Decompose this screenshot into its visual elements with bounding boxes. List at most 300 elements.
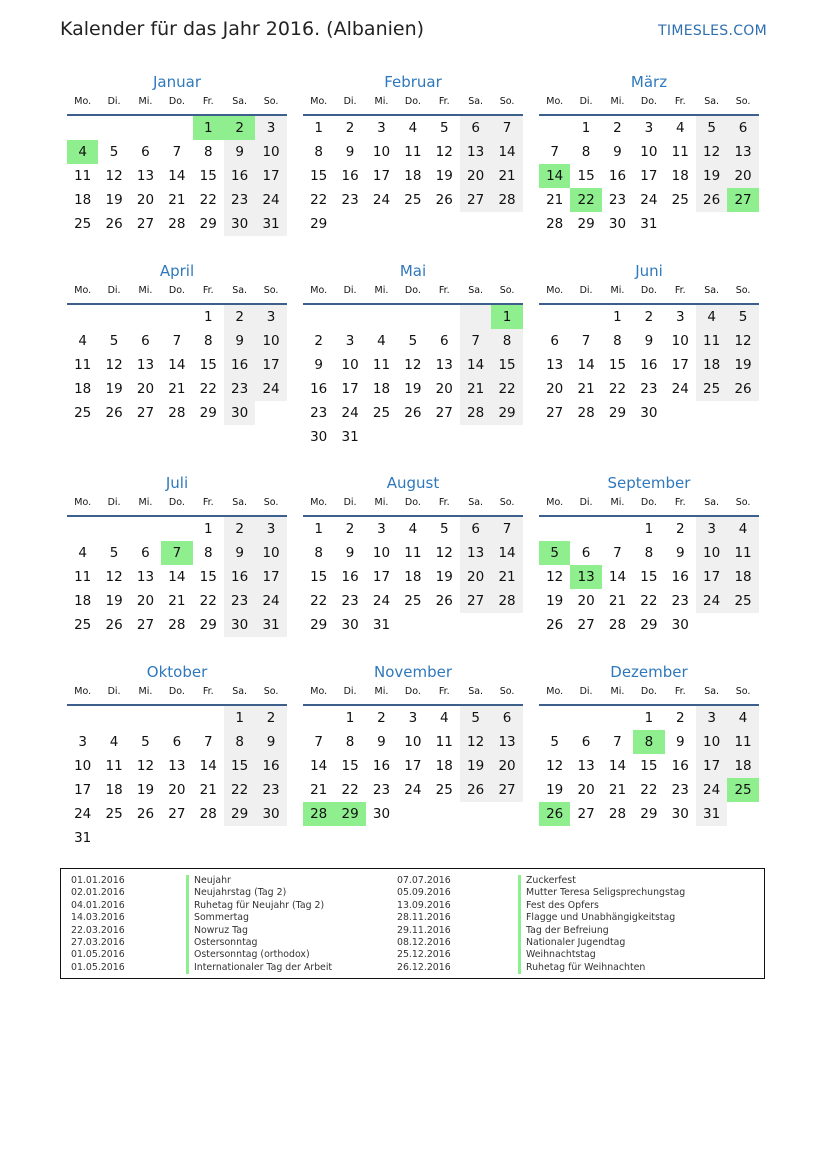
weekday-header <box>67 285 287 301</box>
weekday-label: Mo. <box>310 96 328 107</box>
holiday-day-cell: 25 <box>727 778 758 802</box>
week-row <box>303 329 523 353</box>
day-cell: 16 <box>372 758 391 774</box>
week-row <box>303 188 523 212</box>
holiday-day-cell: 4 <box>67 140 98 164</box>
day-cell: 1 <box>644 521 654 537</box>
day-cell: 3 <box>345 333 355 349</box>
day-cell: 28 <box>491 188 522 212</box>
day-cell: 16 <box>341 569 359 585</box>
day-cell: 30 <box>671 617 689 633</box>
day-cell: 22 <box>199 593 217 609</box>
day-cell: 15 <box>640 569 658 585</box>
empty-cell <box>460 212 491 236</box>
day-cell: 7 <box>314 734 323 750</box>
weekday-label: So. <box>263 686 279 697</box>
day-cell: 5 <box>109 144 119 160</box>
month-title: Januar <box>153 73 201 91</box>
day-cell: 24 <box>255 188 286 212</box>
legend-holiday-name: Ruhetag für Neujahr (Tag 2) <box>186 900 332 912</box>
empty-cell <box>696 212 727 236</box>
day-cell: 22 <box>224 778 255 802</box>
weekday-label: Fr. <box>438 686 450 697</box>
legend-holiday-name: Neujahr <box>186 875 332 887</box>
day-cell: 6 <box>460 116 491 140</box>
day-cell: 17 <box>372 569 391 585</box>
day-cell: 18 <box>74 192 92 208</box>
week-row <box>303 140 523 164</box>
holiday-day-cell: 2 <box>224 116 255 140</box>
month-title: Dezember <box>610 663 688 681</box>
week-row <box>303 754 523 778</box>
day-cell: 6 <box>141 144 150 160</box>
weekday-header <box>67 96 287 112</box>
week-row <box>67 401 287 425</box>
empty-cell <box>161 826 192 850</box>
week-row <box>67 188 287 212</box>
day-cell: 12 <box>435 144 453 160</box>
day-cell: 10 <box>696 730 727 754</box>
day-cell: 29 <box>199 405 217 421</box>
empty-cell <box>67 116 98 140</box>
day-cell: 2 <box>345 120 355 136</box>
weekday-label: Mo. <box>546 497 564 508</box>
day-cell: 8 <box>203 545 213 561</box>
day-cell: 22 <box>341 782 359 798</box>
day-cell: 9 <box>675 545 685 561</box>
day-cell: 23 <box>224 589 255 613</box>
day-cell: 20 <box>577 593 595 609</box>
day-cell: 28 <box>608 617 627 633</box>
day-cell: 13 <box>577 758 595 774</box>
weekday-label: Mi. <box>374 285 389 296</box>
day-cell: 14 <box>168 168 186 184</box>
day-cell: 23 <box>255 778 286 802</box>
empty-cell <box>98 706 129 730</box>
weekday-label: Sa. <box>704 285 720 296</box>
day-cell: 25 <box>671 192 689 208</box>
day-cell: 2 <box>644 309 654 325</box>
day-cell: 9 <box>345 144 355 160</box>
day-cell: 24 <box>372 192 391 208</box>
holiday-day-cell: 13 <box>570 565 601 589</box>
day-cell: 12 <box>546 569 564 585</box>
day-cell: 18 <box>74 381 92 397</box>
legend-date: 26.12.2016 <box>397 961 451 973</box>
day-cell: 20 <box>546 381 564 397</box>
week-row <box>539 754 759 778</box>
day-cell: 11 <box>696 329 727 353</box>
day-cell: 11 <box>727 541 758 565</box>
empty-cell <box>397 613 428 637</box>
day-cell: 14 <box>491 140 522 164</box>
empty-cell <box>98 305 129 329</box>
weekday-label: Sa. <box>704 497 720 508</box>
empty-cell <box>397 212 428 236</box>
day-cell: 24 <box>640 192 658 208</box>
week-row <box>67 329 287 353</box>
empty-cell <box>255 826 286 850</box>
legend-dates-left <box>71 875 125 974</box>
weekday-label: Di. <box>579 96 593 107</box>
day-cell: 29 <box>640 617 658 633</box>
day-cell: 12 <box>696 140 727 164</box>
day-cell: 28 <box>199 806 217 822</box>
day-cell: 5 <box>109 333 119 349</box>
weekday-label: Do. <box>640 686 657 697</box>
day-cell: 15 <box>640 758 658 774</box>
day-cell: 9 <box>224 541 255 565</box>
day-cell: 25 <box>727 589 758 613</box>
day-cell: 22 <box>491 377 522 401</box>
day-cell: 20 <box>491 754 522 778</box>
holiday-day-cell: 26 <box>539 802 570 826</box>
empty-cell <box>366 425 397 449</box>
week-row <box>67 541 287 565</box>
day-cell: 9 <box>255 730 286 754</box>
month-block <box>539 261 759 425</box>
day-cell: 5 <box>141 734 150 750</box>
day-cell: 24 <box>696 778 727 802</box>
holiday-day-cell: 8 <box>633 730 664 754</box>
empty-cell <box>696 613 727 637</box>
day-cell: 4 <box>408 521 418 537</box>
weekday-label: Mi. <box>610 686 625 697</box>
day-cell: 16 <box>608 168 627 184</box>
day-cell: 30 <box>341 617 359 633</box>
day-cell: 20 <box>136 593 155 609</box>
week-row <box>303 517 523 541</box>
legend-date: 01.01.2016 <box>71 875 125 886</box>
day-cell: 15 <box>199 168 217 184</box>
weekday-label: Fr. <box>202 497 214 508</box>
day-cell: 24 <box>372 593 391 609</box>
weekday-header <box>67 497 287 513</box>
day-cell: 2 <box>255 706 286 730</box>
legend-holiday-name: Ostersonntag <box>186 937 332 949</box>
day-cell: 7 <box>550 144 559 160</box>
empty-cell <box>98 826 129 850</box>
day-cell: 2 <box>224 305 255 329</box>
day-cell: 19 <box>546 593 564 609</box>
month-block <box>67 662 287 850</box>
empty-cell <box>130 305 161 329</box>
day-cell: 31 <box>255 613 286 637</box>
legend-date: 28.11.2016 <box>397 912 451 924</box>
day-cell: 2 <box>675 521 685 537</box>
day-cell: 14 <box>608 569 627 585</box>
day-cell: 3 <box>78 734 87 750</box>
empty-cell <box>334 305 365 329</box>
day-cell: 8 <box>644 545 654 561</box>
weekday-label: Di. <box>343 96 357 107</box>
day-cell: 2 <box>613 120 622 136</box>
day-cell: 3 <box>696 706 727 730</box>
empty-cell <box>491 802 522 826</box>
day-cell: 19 <box>435 569 453 585</box>
week-row <box>539 706 759 730</box>
day-cell: 1 <box>581 120 591 136</box>
week-row <box>539 565 759 589</box>
week-row <box>303 730 523 754</box>
day-cell: 2 <box>345 521 355 537</box>
day-cell: 26 <box>727 377 758 401</box>
day-cell: 29 <box>491 401 522 425</box>
day-cell: 14 <box>460 353 491 377</box>
day-cell: 31 <box>341 429 359 445</box>
day-cell: 9 <box>675 734 685 750</box>
day-cell: 21 <box>608 593 627 609</box>
day-cell: 3 <box>675 309 685 325</box>
day-cell: 11 <box>105 758 123 774</box>
day-cell: 21 <box>310 782 328 798</box>
weekday-label: Fr. <box>674 497 686 508</box>
day-cell: 6 <box>491 706 522 730</box>
day-cell: 22 <box>199 381 217 397</box>
day-cell: 4 <box>78 545 87 561</box>
day-cell: 27 <box>577 617 595 633</box>
weekday-header <box>303 285 523 301</box>
day-cell: 20 <box>577 782 595 798</box>
day-cell: 5 <box>727 305 758 329</box>
week-row <box>303 541 523 565</box>
week-row <box>303 589 523 613</box>
day-cell: 22 <box>310 192 328 208</box>
day-cell: 20 <box>435 381 453 397</box>
day-cell: 2 <box>675 710 685 726</box>
empty-cell <box>397 425 428 449</box>
weekday-label: Do. <box>640 96 657 107</box>
week-row <box>539 541 759 565</box>
weekday-label: Mi. <box>374 96 389 107</box>
legend-date: 04.01.2016 <box>71 899 125 911</box>
empty-cell <box>460 613 491 637</box>
day-cell: 21 <box>608 782 627 798</box>
day-cell: 15 <box>491 353 522 377</box>
day-cell: 21 <box>199 782 217 798</box>
day-cell: 8 <box>581 144 591 160</box>
day-cell: 10 <box>696 541 727 565</box>
month-block <box>67 72 287 236</box>
weekday-header <box>539 686 759 702</box>
day-cell: 15 <box>577 168 595 184</box>
day-cell: 12 <box>546 758 564 774</box>
day-cell: 23 <box>310 405 328 421</box>
month-title: November <box>373 663 453 681</box>
day-cell: 10 <box>671 333 689 349</box>
week-row <box>539 140 759 164</box>
weekday-label: So. <box>263 285 279 296</box>
day-cell: 7 <box>491 116 522 140</box>
legend-holiday-name: Ruhetag für Weihnachten <box>518 962 685 974</box>
day-cell: 28 <box>577 405 595 421</box>
empty-cell <box>255 401 286 425</box>
weekday-label: So. <box>735 285 751 296</box>
month-title: April <box>159 262 195 280</box>
legend-holiday-name: Weihnachtstag <box>518 949 685 961</box>
empty-cell <box>67 305 98 329</box>
empty-cell <box>397 802 428 826</box>
empty-cell <box>429 305 460 329</box>
empty-cell <box>491 425 522 449</box>
day-cell: 17 <box>255 164 286 188</box>
day-cell: 6 <box>581 734 591 750</box>
day-cell: 13 <box>727 140 758 164</box>
month-block <box>539 662 759 826</box>
weekday-header <box>539 285 759 301</box>
week-row <box>67 164 287 188</box>
weekday-label: Fr. <box>202 686 214 697</box>
day-cell: 20 <box>136 192 155 208</box>
day-cell: 11 <box>671 144 689 160</box>
week-row <box>303 613 523 637</box>
day-cell: 23 <box>671 782 689 798</box>
empty-cell <box>334 212 365 236</box>
day-cell: 6 <box>141 545 150 561</box>
weekday-label: Mo. <box>546 285 564 296</box>
day-cell: 19 <box>105 381 123 397</box>
day-cell: 20 <box>136 381 155 397</box>
day-cell: 10 <box>372 144 391 160</box>
weekday-label: Mo. <box>74 686 92 697</box>
week-row <box>67 613 287 637</box>
day-cell: 30 <box>671 806 689 822</box>
day-cell: 27 <box>168 806 186 822</box>
week-row <box>303 401 523 425</box>
weekday-label: Di. <box>579 285 593 296</box>
day-cell: 6 <box>141 333 150 349</box>
day-cell: 17 <box>372 168 391 184</box>
week-row <box>67 565 287 589</box>
week-row <box>539 164 759 188</box>
week-row <box>67 826 287 850</box>
legend-date: 01.05.2016 <box>71 961 125 973</box>
weekday-label: Fr. <box>438 497 450 508</box>
day-cell: 27 <box>136 617 155 633</box>
day-cell: 3 <box>644 120 654 136</box>
brand-link[interactable]: TIMESLES.COM <box>658 23 767 39</box>
weekday-label: Fr. <box>202 96 214 107</box>
legend-date: 02.01.2016 <box>71 887 125 899</box>
day-cell: 6 <box>172 734 182 750</box>
holiday-day-cell: 28 <box>303 802 334 826</box>
day-cell: 22 <box>640 782 658 798</box>
day-cell: 25 <box>372 405 391 421</box>
empty-cell <box>366 212 397 236</box>
day-cell: 18 <box>404 569 422 585</box>
empty-cell <box>696 401 727 425</box>
day-cell: 9 <box>377 734 386 750</box>
day-cell: 9 <box>224 329 255 353</box>
month-block <box>303 473 523 637</box>
day-cell: 29 <box>608 405 627 421</box>
day-cell: 20 <box>168 782 186 798</box>
empty-cell <box>602 706 633 730</box>
day-cell: 6 <box>460 517 491 541</box>
empty-cell <box>570 706 601 730</box>
empty-cell <box>193 706 224 730</box>
empty-cell <box>727 802 758 826</box>
day-cell: 11 <box>74 569 92 585</box>
empty-cell <box>429 425 460 449</box>
empty-cell <box>665 401 696 425</box>
week-row <box>303 212 523 236</box>
day-cell: 3 <box>255 305 286 329</box>
weekday-label: So. <box>499 686 515 697</box>
day-cell: 8 <box>203 144 213 160</box>
day-cell: 31 <box>74 830 92 846</box>
day-cell: 19 <box>727 353 758 377</box>
empty-cell <box>539 706 570 730</box>
day-cell: 13 <box>168 758 186 774</box>
weekday-header <box>303 497 523 513</box>
empty-cell <box>130 706 161 730</box>
month-block <box>303 72 523 236</box>
week-row <box>303 116 523 140</box>
weekday-label: Sa. <box>704 96 720 107</box>
weekday-label: Di. <box>107 96 121 107</box>
day-cell: 19 <box>435 168 453 184</box>
day-cell: 3 <box>377 120 386 136</box>
day-cell: 6 <box>727 116 758 140</box>
day-cell: 19 <box>404 381 422 397</box>
day-cell: 26 <box>546 617 564 633</box>
day-cell: 29 <box>199 617 217 633</box>
day-cell: 6 <box>439 333 449 349</box>
day-cell: 30 <box>640 405 658 421</box>
day-cell: 25 <box>105 806 123 822</box>
weekday-label: Mi. <box>610 497 625 508</box>
week-row <box>539 613 759 637</box>
empty-cell <box>570 517 601 541</box>
day-cell: 20 <box>460 164 491 188</box>
day-cell: 3 <box>377 521 386 537</box>
week-row <box>539 778 759 802</box>
empty-cell <box>161 116 192 140</box>
day-cell: 27 <box>136 405 155 421</box>
day-cell: 25 <box>74 617 92 633</box>
day-cell: 4 <box>78 333 87 349</box>
day-cell: 12 <box>460 730 491 754</box>
legend-holiday-name: Zuckerfest <box>518 875 685 887</box>
day-cell: 27 <box>460 188 491 212</box>
day-cell: 5 <box>439 120 449 136</box>
empty-cell <box>303 305 334 329</box>
weekday-label: Sa. <box>232 497 248 508</box>
weekday-label: Do. <box>404 497 421 508</box>
day-cell: 24 <box>404 782 422 798</box>
page-title: Kalender für das Jahr 2016. (Albanien) <box>60 18 425 40</box>
day-cell: 29 <box>199 216 217 232</box>
day-cell: 29 <box>577 216 595 232</box>
day-cell: 18 <box>372 381 391 397</box>
day-cell: 26 <box>696 188 727 212</box>
week-row <box>67 754 287 778</box>
weekday-label: Mo. <box>546 96 564 107</box>
week-row <box>67 706 287 730</box>
day-cell: 17 <box>255 353 286 377</box>
day-cell: 10 <box>404 734 422 750</box>
day-cell: 29 <box>640 806 658 822</box>
day-cell: 22 <box>199 192 217 208</box>
weekday-label: Do. <box>168 96 185 107</box>
day-cell: 22 <box>608 381 627 397</box>
weekday-label: So. <box>499 285 515 296</box>
holiday-day-cell: 1 <box>193 116 224 140</box>
day-cell: 4 <box>727 706 758 730</box>
day-cell: 27 <box>460 589 491 613</box>
empty-cell <box>570 305 601 329</box>
